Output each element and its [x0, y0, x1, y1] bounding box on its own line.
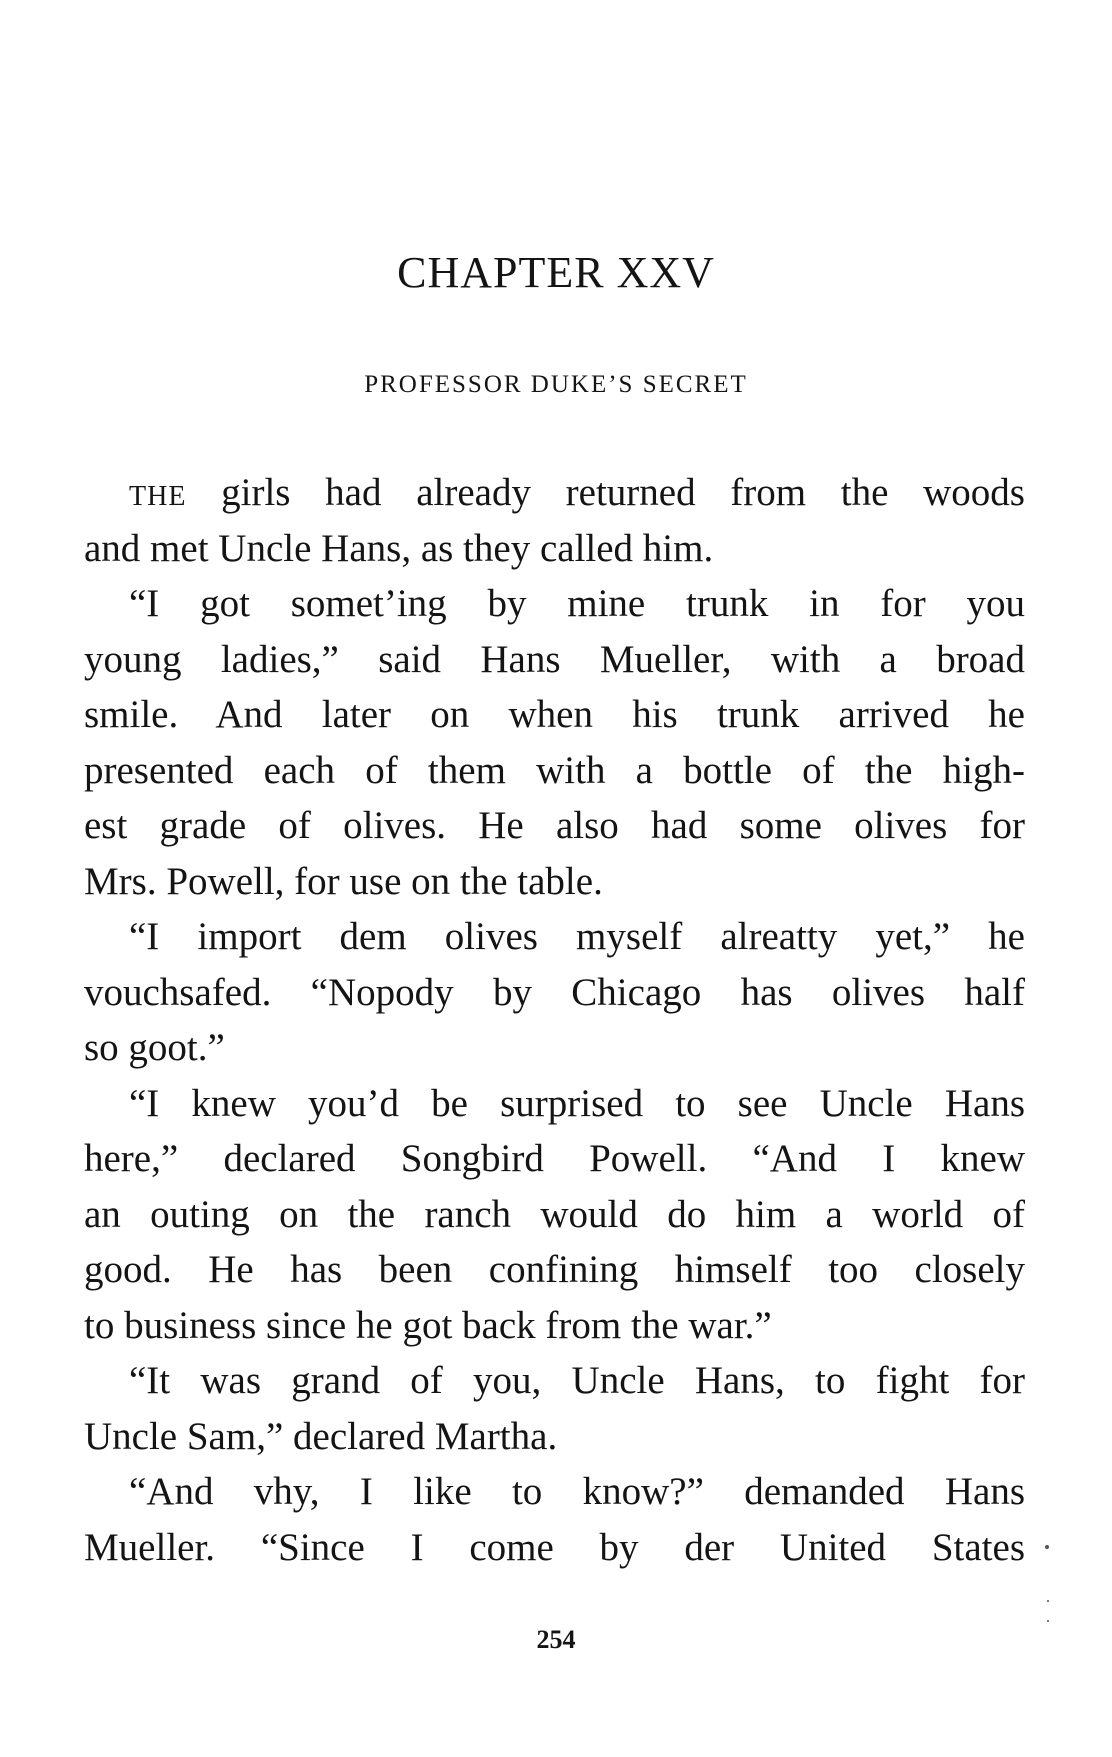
text-line: “And vhy, I like to know?” demanded Hans — [129, 1470, 1025, 1513]
text-line: here,” declared Songbird Powell. “And I knew — [84, 1137, 1025, 1180]
chapter-title: CHAPTER XXV — [397, 248, 715, 297]
text-line: so goot.” — [84, 1026, 225, 1069]
page-number: 254 — [536, 1625, 576, 1654]
text-line: “I knew you’d be surprised to see Uncle Hans — [129, 1081, 1025, 1125]
text-line: young ladies,” said Hans Mueller, with a broad — [84, 637, 1025, 681]
text-line: presented each of them with a bottle of the high- — [84, 748, 1025, 792]
text-line: “I got somet’ing by mine trunk in for you — [129, 582, 1025, 625]
text-line: an outing on the ranch would do him a world of — [84, 1192, 1025, 1236]
print-speck — [1047, 1600, 1049, 1602]
text-line: Mueller. “Since I come by der United States — [84, 1525, 1025, 1569]
text-line: “I import dem olives myself alreatty yet,” he — [129, 915, 1025, 958]
chapter-subtitle: PROFESSOR DUKE’S SECRET — [364, 371, 748, 398]
print-speck — [1047, 1620, 1049, 1622]
print-speck — [1045, 1545, 1049, 1549]
text-line: est grade of olives. He also had some olives for — [84, 804, 1025, 847]
text-line: “It was grand of you, Uncle Hans, to fight for — [129, 1359, 1025, 1402]
text-line: good. He has been confining himself too closely — [84, 1248, 1025, 1291]
body-text — [84, 465, 1025, 1575]
text-line: to business since he got back from the war.” — [84, 1303, 772, 1347]
text-line: and met Uncle Hans, as they called him. — [84, 526, 714, 570]
text-line: Uncle Sam,” declared Martha. — [84, 1414, 558, 1458]
lead-word: THE — [129, 481, 187, 512]
text-line: Mrs. Powell, for use on the table. — [84, 859, 603, 903]
text-line: smile. And later on when his trunk arrived he — [84, 693, 1025, 736]
text-line: vouchsafed. “Nopody by Chicago has olives half — [84, 970, 1025, 1014]
text-line: THE girls had already returned from the woods — [129, 471, 1025, 514]
